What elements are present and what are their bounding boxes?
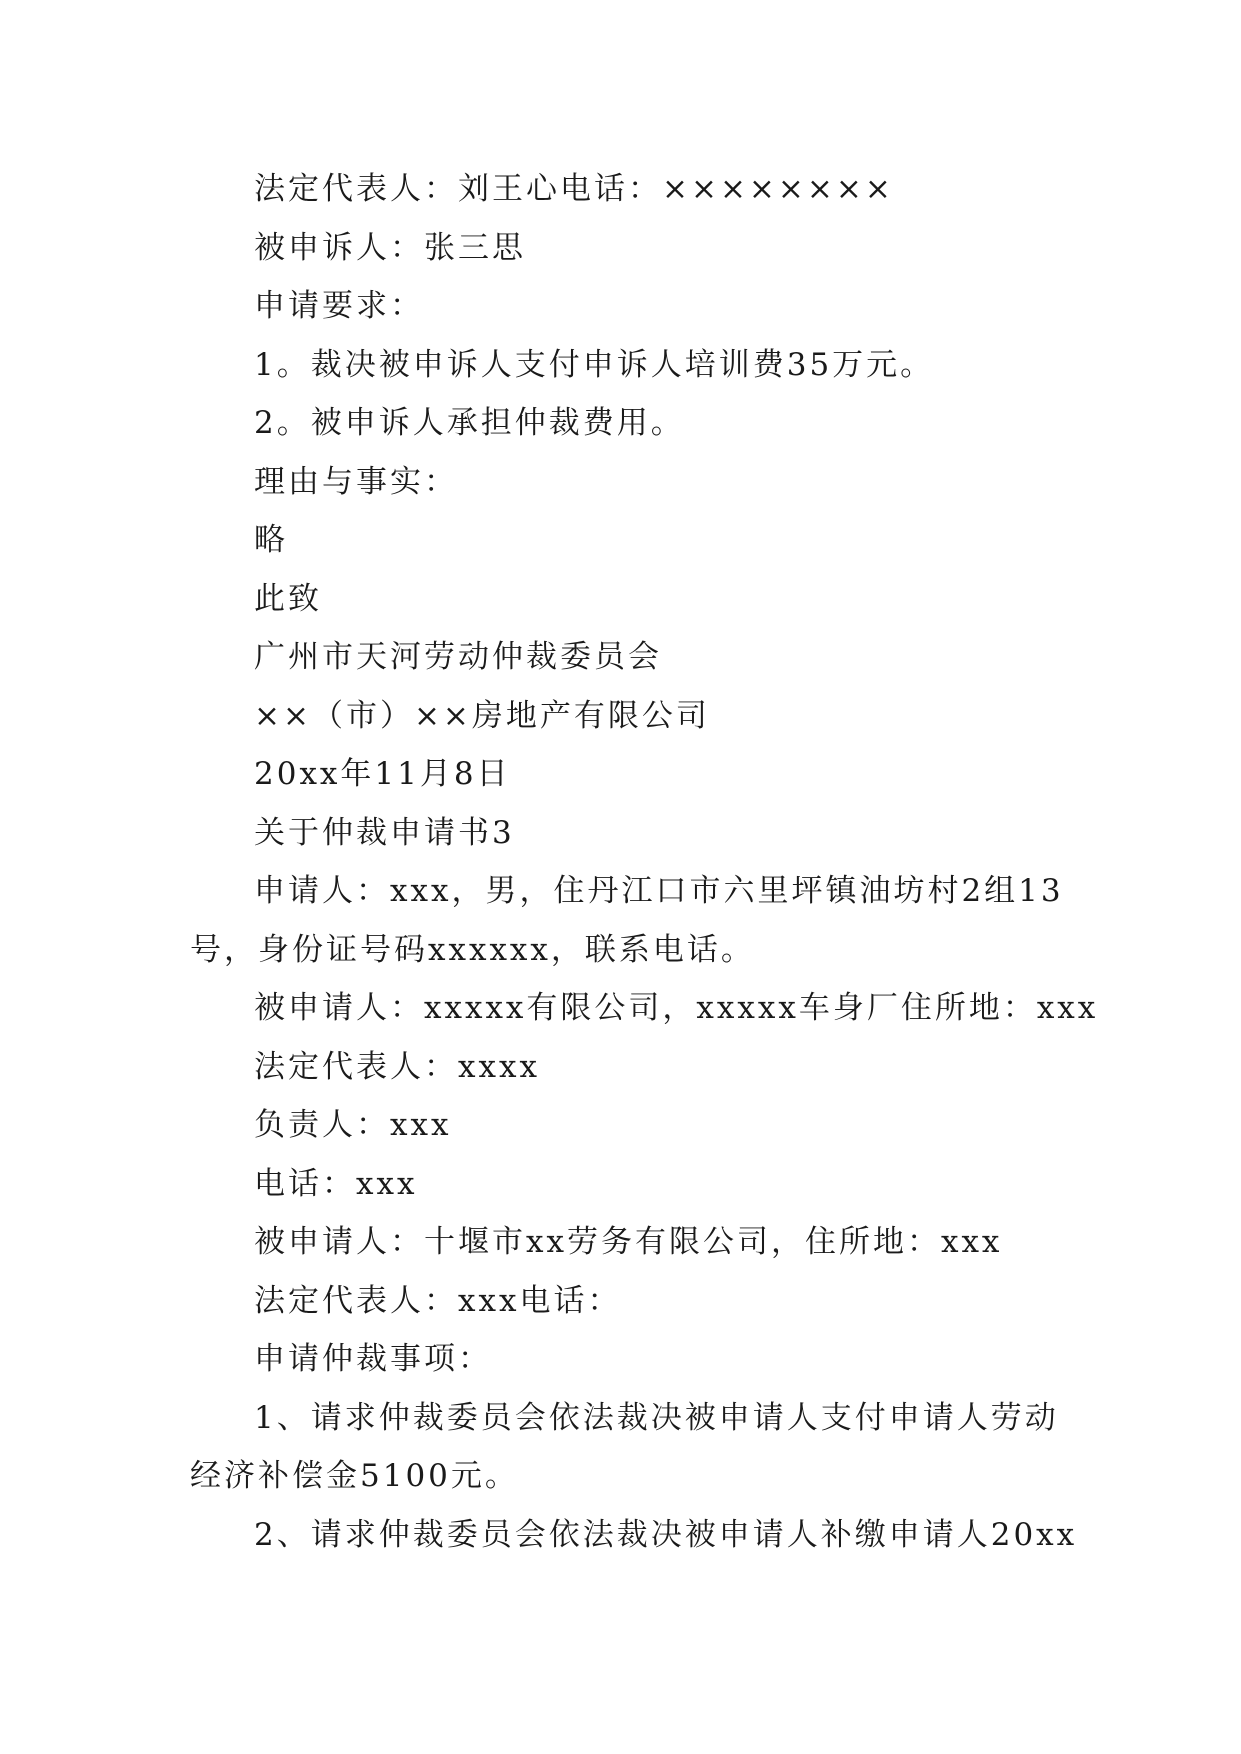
section-title: 关于仲裁申请书3 xyxy=(254,814,515,851)
requests-heading: 申请要求： xyxy=(254,288,424,324)
signatory-company: ××（市）××房地产有限公司 xyxy=(254,697,710,734)
document-date: 20xx年11月8日 xyxy=(254,756,511,792)
matter-item-1-line-1: 1、请求仲裁委员会依法裁决被申请人支付申请人劳动 xyxy=(254,1399,1059,1436)
applicant-paragraph xyxy=(190,862,1070,979)
request-item-2: 2。被申诉人承担仲裁费用。 xyxy=(254,405,685,441)
person-in-charge-line: 负责人：xxx xyxy=(254,1107,452,1143)
request-item-1: 1。裁决被申诉人支付申诉人培训费35万元。 xyxy=(254,346,935,383)
reasons-heading: 理由与事实： xyxy=(254,463,458,500)
recipient-committee: 广州市天河劳动仲裁委员会 xyxy=(254,639,662,675)
salutation: 此致 xyxy=(254,580,322,617)
phone-line: 电话：xxx xyxy=(254,1165,418,1202)
reasons-omitted: 略 xyxy=(254,522,288,558)
matter-item-1-paragraph xyxy=(190,1389,1070,1506)
legal-rep-phone-line: 法定代表人：xxx电话： xyxy=(254,1282,622,1319)
matter-item-2-line: 2、请求仲裁委员会依法裁决被申请人补缴申请人20xx xyxy=(254,1516,1078,1553)
arbitration-matters-heading: 申请仲裁事项： xyxy=(254,1341,492,1377)
legal-rep-line-2: 法定代表人：xxxx xyxy=(254,1048,540,1085)
document-body xyxy=(190,160,1099,1564)
applicant-line-1: 申请人：xxx，男，住丹江口市六里坪镇油坊村2组13 xyxy=(254,873,1064,909)
legal-rep-line: 法定代表人：刘王心电话：×××××××× xyxy=(254,171,894,207)
matter-item-1-line-2: 经济补偿金5100元。 xyxy=(190,1458,519,1494)
respondent-line: 被申诉人：张三思 xyxy=(254,229,526,266)
respondent-labor-company-line: 被申请人：十堰市xx劳务有限公司，住所地：xxx xyxy=(254,1224,1003,1260)
applicant-line-2: 号，身份证号码xxxxxx，联系电话。 xyxy=(190,931,755,968)
respondent-company-line: 被申请人：xxxxx有限公司，xxxxx车身厂住所地：xxx xyxy=(254,990,1099,1026)
